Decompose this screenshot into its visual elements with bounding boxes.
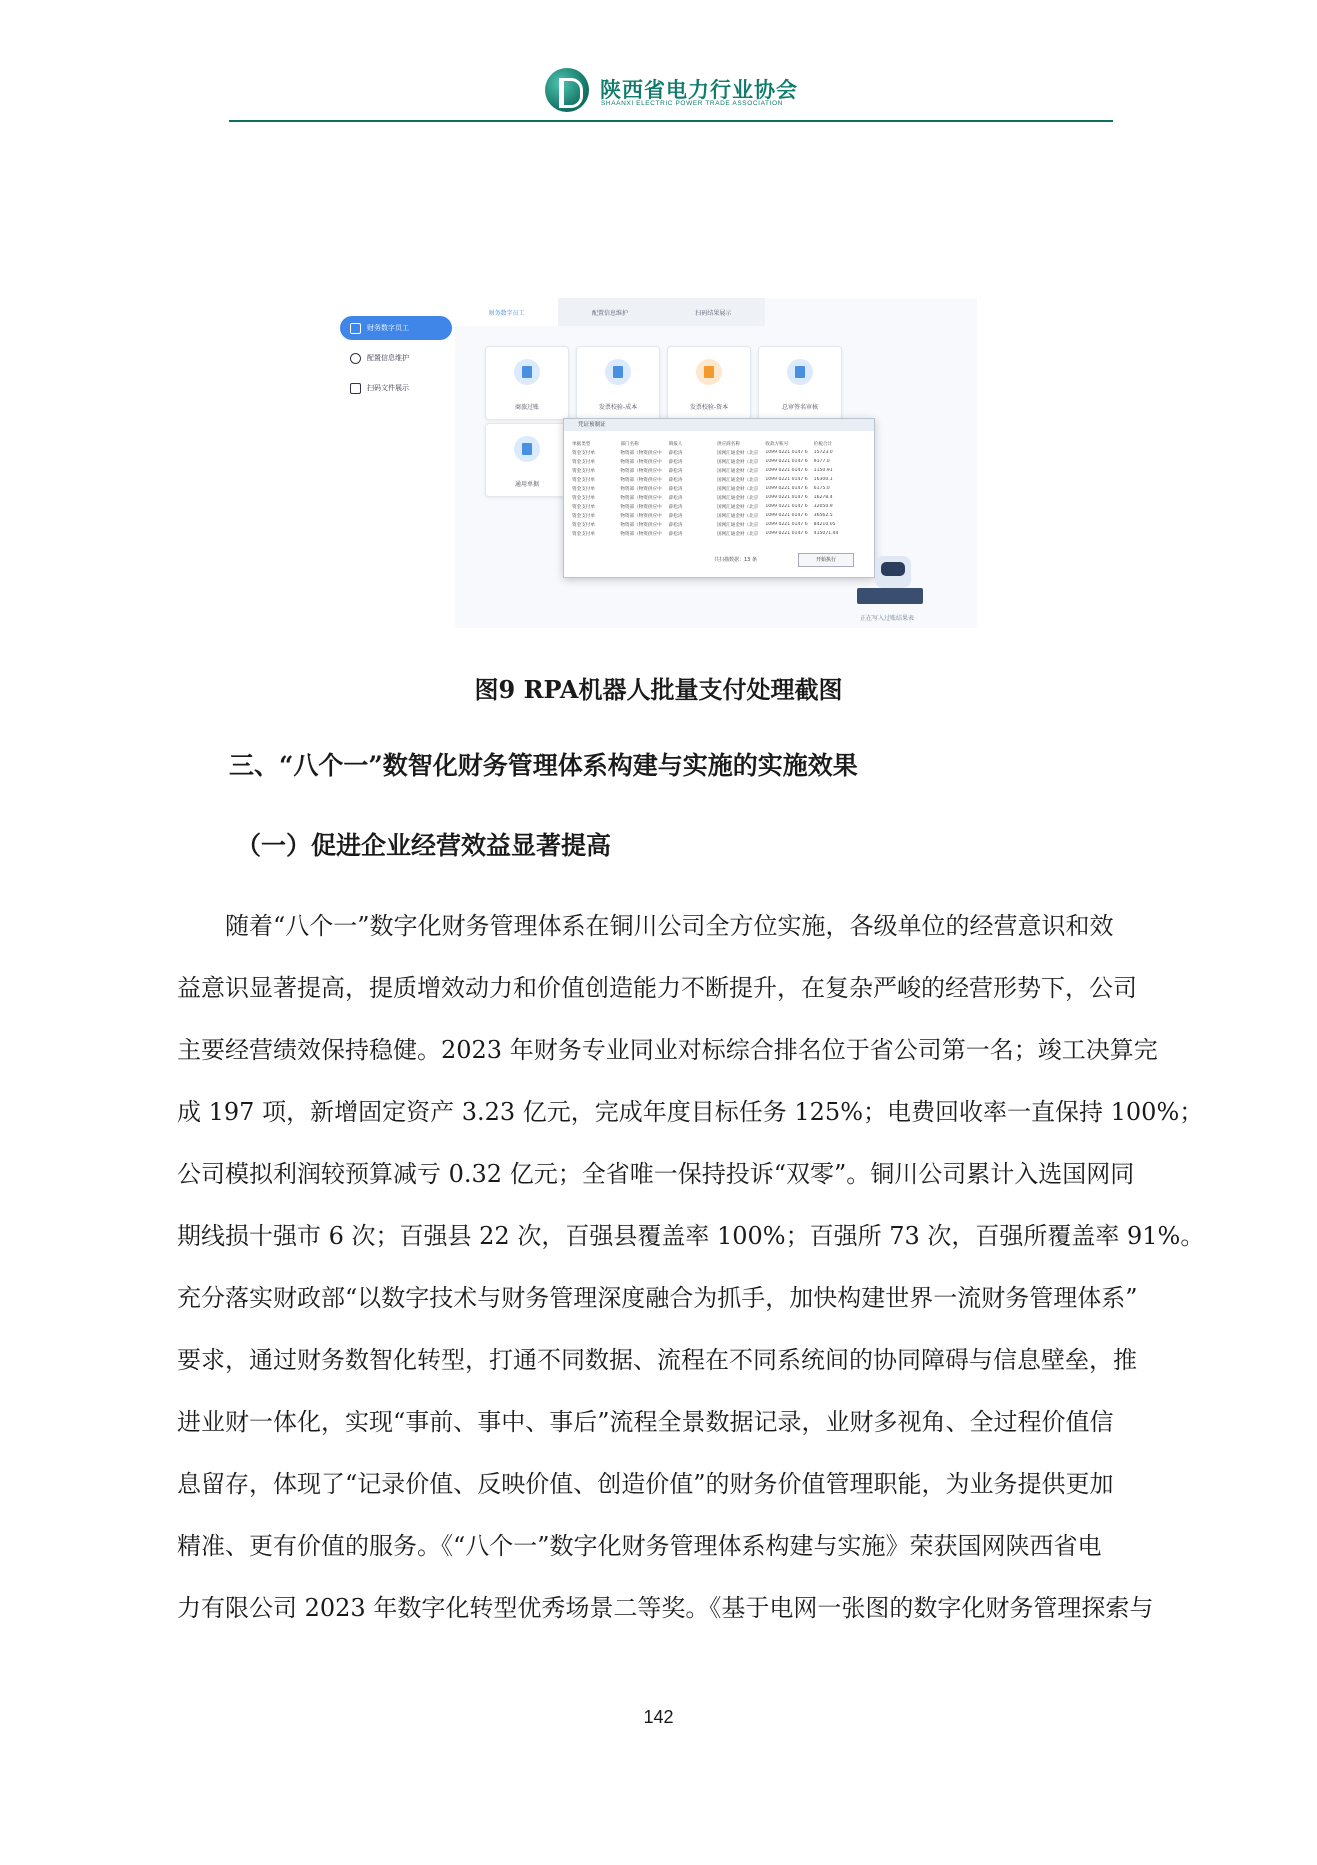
tab-scan-results: 扫码结果展示 [662,298,765,326]
dialog-table-cell: 物资部（物资供应中 [620,459,662,465]
dialog-table-cell: 资金支付单 [572,468,595,474]
org-name-en: SHAANXI ELECTRIC POWER TRADE ASSOCIATION [601,100,783,107]
dialog-table-row [572,529,862,538]
dialog-table-row [572,457,862,466]
settings-icon [350,353,361,364]
dialog-table-body [572,448,862,538]
dialog-table-cell: 资金支付单 [572,513,595,519]
org-name: 陕西省电力行业协会 [600,78,798,102]
dialog-title: 凭证预制证 [564,419,874,431]
dialog-table-cell: 415071.44 [813,531,839,536]
dialog-table-cell: 薛松涛 [668,486,683,492]
page-number: 142 [643,1707,674,1727]
dialog-table-cell: 资金支付单 [572,522,595,528]
dialog-table-cell: 资金支付单 [572,495,595,501]
dialog-table-row [572,502,862,511]
dialog-column-header: 填报人 [668,441,683,447]
dialog-table-cell: 16300.1 [813,477,833,482]
document-icon [605,359,631,385]
rpa-screenshot-figure [455,298,977,628]
dialog-table-cell: 资金支付单 [572,459,595,465]
dialog-table-row [572,448,862,457]
paragraph-line: 进业财一体化，实现“事前、事中、事后”流程全景数据记录，业财多视角、全过程价值信 [177,1408,1114,1436]
dialog-table-cell: 32050.9 [813,504,833,509]
dialog-table-cell: 薛松涛 [668,504,683,510]
dialog-table-cell: 84210.05 [813,522,836,527]
paragraph-line: 成 197 项，新增固定资产 3.23 亿元，完成年度目标任务 125%；电费回收率一直保持 100%； [177,1098,1204,1126]
card-label: 商旅过账 [514,404,539,411]
paragraph-line: 主要经营绩效保持稳健。2023 年财务专业同业对标综合排名位于省公司第一名；竣工决算完 [177,1036,1158,1064]
dialog-table-cell: 薛松涛 [668,468,683,474]
card-label: 通用单据 [514,481,539,488]
dialog-table-cell: 资金支付单 [572,450,595,456]
card-travel-posting [485,346,569,420]
paragraph-line: 充分落实财政部“以数字技术与财务管理深度融合为抓手，加快构建世界一流财务管理体系” [177,1284,1138,1312]
start-button: 开始执行 [798,553,854,567]
dialog-column-header: 部门名称 [620,441,639,447]
grid-icon [350,323,361,334]
dialog-table-cell: 1099 0221 0147 6 [765,459,808,464]
dialog-table-cell: 物资部（物资供应中 [620,513,662,519]
dialog-table-cell: 薛松涛 [668,513,683,519]
dialog-table-cell: 薛松涛 [668,459,683,465]
dialog-table-cell: 1099 0221 0147 6 [765,486,808,491]
sidebar-item-label: 配置信息维护 [367,354,409,362]
dialog-column-header: 单据类型 [572,441,591,447]
document-icon [514,436,540,462]
dialog-table-row [572,484,862,493]
document-icon [514,359,540,385]
dialog-table-cell: 1099 0221 0147 6 [765,495,808,500]
dialog-table-cell: 国网汇通金财（北京 [716,486,759,492]
dialog-table-cell: 国网汇通金财（北京 [716,495,759,501]
dialog-table-cell: 资金支付单 [572,504,595,510]
calculator-icon [696,359,722,385]
card-general-voucher [485,423,569,497]
subsection-heading: （一）促进企业经营效益显著提高 [236,831,612,860]
dialog-table-cell: 1099 0221 0147 6 [765,522,808,527]
dialog-table-cell: 6175.0 [813,486,830,491]
paragraph-line: 公司模拟利润较预算减亏 0.32 亿元；全省唯一保持投诉“双零”。铜川公司累计入选国网同 [177,1160,1135,1188]
dialog-table-row [572,493,862,502]
dialog-table-header [572,439,862,448]
sidebar-item-scan-files [340,376,452,400]
dialog-column-header: 供应商名称 [716,441,740,447]
section-heading: 三、“八个一”数智化财务管理体系构建与实施的实施效果 [229,751,858,780]
paragraph-line: 精准、更有价值的服务。《“八个一”数字化财务管理体系构建与实施》荣获国网陕西省电 [177,1532,1102,1560]
paragraph-line: 益意识显著提高，提质增效动力和价值创造能力不断提升，在复杂严峻的经营形势下，公司 [177,974,1137,1002]
dialog-table-cell: 物资部（物资供应中 [620,450,662,456]
dialog-table-cell: 1099 0221 0147 6 [765,477,808,482]
dialog-table-cell: 16278.4 [813,495,833,500]
dialog-table-cell: 国网汇通金财（北京 [716,522,759,528]
dialog-table [572,439,862,538]
card-label: 发票校验-成本 [598,404,638,411]
dialog-table-cell: 1099 0221 0147 6 [765,513,808,518]
paragraph-line: 力有限公司 2023 年数字化转型优秀场景二等奖。《基于电网一张图的数字化财务管理探索与 [177,1594,1154,1622]
dialog-table-cell: 物资部（物资供应中 [620,477,662,483]
dialog-table-row [572,511,862,520]
card-audit-signature [758,346,842,420]
dialog-table-cell: 15723.0 [813,450,833,455]
dialog-table-row [572,520,862,529]
robot-illustration [855,548,925,606]
dialog-table-row [572,466,862,475]
dialog-table-cell: 国网汇通金财（北京 [716,468,759,474]
dialog-table-cell: 物资部（物资供应中 [620,486,662,492]
dialog-table-cell: 1099 0221 0147 6 [765,531,808,536]
dialog-table-cell: 1099 0221 0147 6 [765,450,808,455]
voucher-dialog [563,418,875,578]
dialog-table-cell: 薛松涛 [668,531,683,537]
dialog-table-cell: 资金支付单 [572,486,595,492]
dialog-table-cell: 物资部（物资供应中 [620,504,662,510]
dialog-column-header: 收款方账号 [765,441,789,447]
tab-config: 配置信息维护 [558,298,661,326]
sidebar-item-label: 财务数字员工 [367,324,409,332]
dialog-table-cell: 1099 0221 0147 6 [765,504,808,509]
figure-caption: 图9 RPA机器人批量支付处理截图 [474,675,843,704]
card-label: 发票校验-资本 [689,404,729,411]
dialog-table-cell: 国网汇通金财（北京 [716,450,759,456]
dialog-table-cell: 物资部（物资供应中 [620,468,662,474]
dialog-table-cell: 薛松涛 [668,522,683,528]
dialog-table-cell: 36562.5 [813,513,833,518]
sidebar-item-config [340,346,452,370]
paragraph-line: 息留存，体现了“记录价值、反映价值、创造价值”的财务价值管理职能，为业务提供更加 [177,1470,1114,1498]
dialog-table-cell: 薛松涛 [668,450,683,456]
dialog-table-cell: 国网汇通金财（北京 [716,459,759,465]
tab-finance-digital: 财务数字员工 [455,298,558,326]
dialog-table-cell: 9177.0 [813,459,830,464]
dialog-column-header: 价税合计 [813,441,833,447]
dialog-footer: 共扫描数据：13 条 [714,557,757,563]
dialog-table-row [572,475,862,484]
dialog-table-cell: 国网汇通金财（北京 [716,504,759,510]
document-icon [787,359,813,385]
dialog-table-cell: 国网汇通金财（北京 [716,477,759,483]
card-invoice-cost [576,346,660,420]
card-label: 总审签名审核 [781,404,818,411]
card-invoice-capital [667,346,751,420]
header-divider [229,120,1113,122]
paragraph-line: 要求，通过财务数智化转型，打通不同数据、流程在不同系统间的协同障碍与信息壁垒，推 [177,1346,1137,1374]
sidebar-item-finance-digital [340,316,452,340]
association-logo-icon [545,68,589,112]
robot-status-text: 正在写入过账结果表 [860,615,915,622]
dialog-table-cell: 1099 0221 0147 6 [765,468,808,473]
dialog-table-cell: 物资部（物资供应中 [620,531,662,537]
paragraph-line: 随着“八个一”数字化财务管理体系在铜川公司全方位实施，各级单位的经营意识和效 [177,912,1114,940]
page-header [0,0,1317,125]
dialog-table-cell: 资金支付单 [572,531,595,537]
dialog-table-cell: 1150.91 [813,468,833,473]
dialog-table-cell: 薛松涛 [668,495,683,501]
dialog-table-cell: 物资部（物资供应中 [620,495,662,501]
dialog-table-cell: 物资部（物资供应中 [620,522,662,528]
folder-icon [350,383,361,394]
dialog-table-cell: 资金支付单 [572,477,595,483]
dialog-table-cell: 薛松涛 [668,477,683,483]
rpa-tabs [455,298,765,326]
dialog-table-cell: 国网汇通金财（北京 [716,531,759,537]
sidebar-item-label: 扫码文件展示 [367,384,409,392]
paragraph-line: 期线损十强市 6 次；百强县 22 次，百强县覆盖率 100%；百强所 73 次，百强所覆盖率 91%。 [177,1222,1205,1250]
dialog-table-cell: 国网汇通金财（北京 [716,513,759,519]
